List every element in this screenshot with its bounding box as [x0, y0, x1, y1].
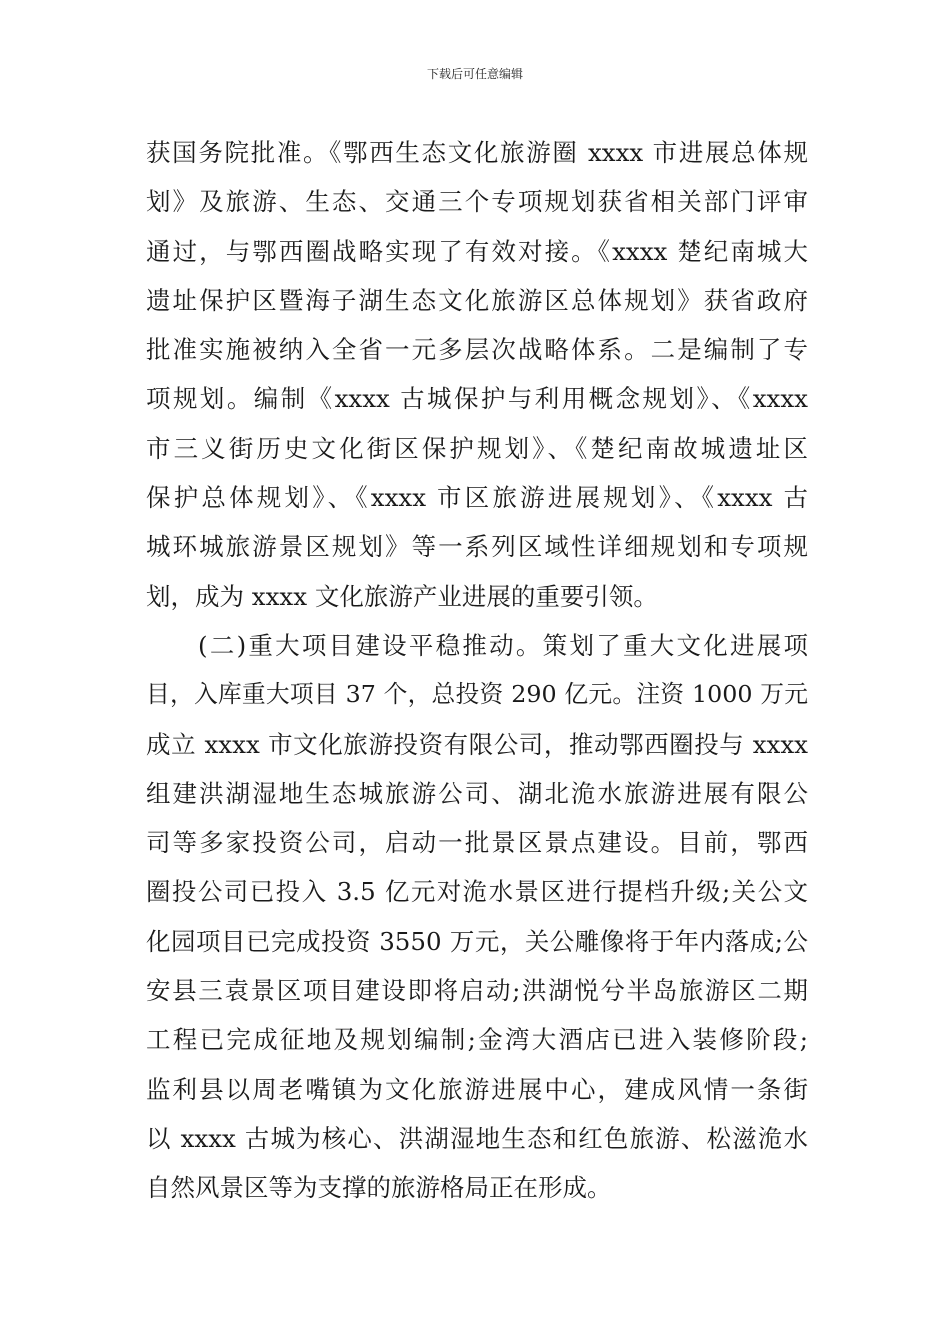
text-line: 工程已完成征地及规划编制;金湾大酒店已进入装修阶段; [146, 1025, 808, 1055]
text-line: 市三义街历史文化街区保护规划》、《楚纪南故城遗址区 [146, 433, 808, 463]
text-line: 目，入库重大项目 37 个，总投资 290 亿元。注资 1000 万元 [146, 680, 808, 709]
paragraph [146, 128, 808, 621]
text-line: 城环城旅游景区规划》等一系列区域性详细规划和专项规 [146, 532, 808, 562]
text-line: 成立 xxxx 市文化旅游投资有限公司，推动鄂西圈投与 xxxx [146, 729, 808, 759]
text-line: 监利县以周老嘴镇为文化旅游进展中心，建成风情一条街 [146, 1074, 808, 1104]
text-line: 司等多家投资公司，启动一批景区景点建设。目前，鄂西 [146, 828, 808, 858]
paragraph [146, 621, 808, 1213]
text-line: 批准实施被纳入全省一元多层次战略体系。二是编制了专 [146, 335, 808, 365]
text-line: 获国务院批准。《鄂西生态文化旅游圈 xxxx 市进展总体规 [146, 138, 808, 167]
page-header: 下载后可任意编辑 [426, 67, 523, 81]
text-line: 通过，与鄂西圈战略实现了有效对接。《xxxx 楚纪南城大 [146, 236, 808, 266]
text-line: (二)重大项目建设平稳推动。策划了重大文化进展项 [198, 630, 808, 660]
text-line: 保护总体规划》、《xxxx 市区旅游进展规划》、《xxxx 古 [146, 483, 808, 513]
text-line: 遗址保护区暨海子湖生态文化旅游区总体规划》获省政府 [146, 285, 808, 315]
text-line: 化园项目已完成投资 3550 万元，关公雕像将于年内落成;公 [146, 926, 808, 956]
text-line: 项规划。编制《xxxx 古城保护与利用概念规划》、《xxxx [146, 384, 808, 414]
text-line: 圈投公司已投入 3.5 亿元对洈水景区进行提档升级;关公文 [146, 877, 808, 907]
text-line: 组建洪湖湿地生态城旅游公司、湖北洈水旅游进展有限公 [146, 778, 808, 808]
text-line: 自然风景区等为支撑的旅游格局正在形成。 [146, 1173, 612, 1203]
body-text [146, 128, 808, 1213]
text-line: 以 xxxx 古城为核心、洪湖湿地生态和红色旅游、松滋洈水 [146, 1123, 808, 1153]
text-line: 安县三袁景区项目建设即将启动;洪湖悦兮半岛旅游区二期 [146, 976, 808, 1006]
text-line: 划，成为 xxxx 文化旅游产业进展的重要引领。 [146, 581, 658, 611]
text-line: 划》及旅游、生态、交通三个专项规划获省相关部门评审 [146, 187, 808, 217]
